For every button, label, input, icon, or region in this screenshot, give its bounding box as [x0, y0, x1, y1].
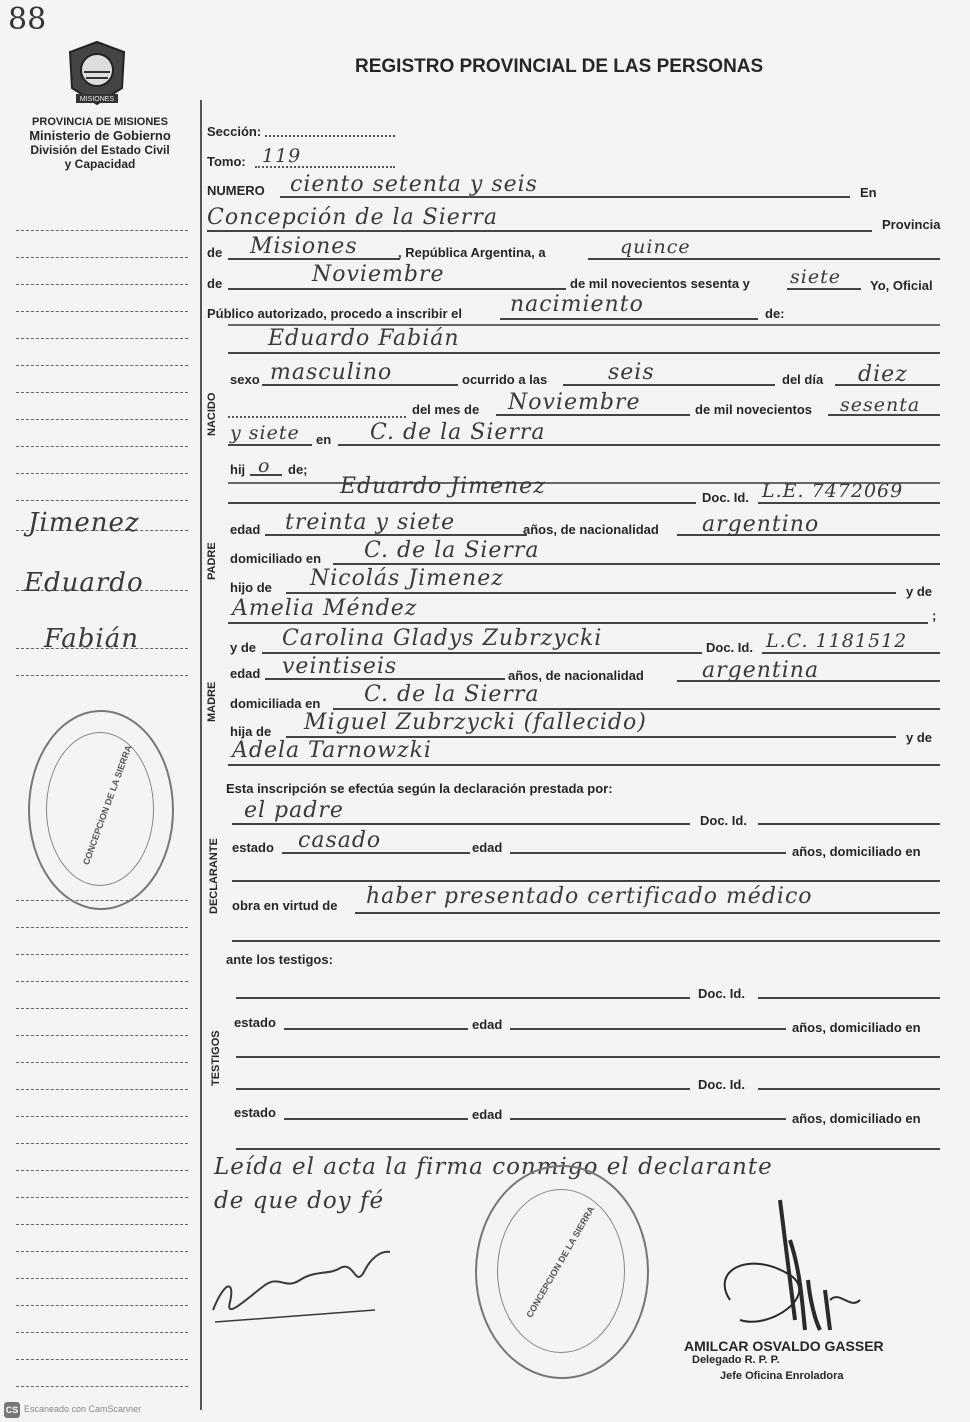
label-del-mes: del mes de: [412, 402, 480, 417]
label-y-de-madre-2: y de: [906, 730, 933, 745]
label-anos-dom-declarante: años, domiciliado en: [792, 844, 921, 859]
value-mes-nac: Noviembre: [508, 390, 641, 415]
camscanner-icon: CS: [4, 1402, 20, 1418]
office-line-4: y Capacidad: [64, 157, 136, 171]
value-hij-o: o: [258, 455, 271, 477]
section-label-declarante: DECLARANTE: [208, 838, 220, 914]
value-padre-edad: treinta y siete: [285, 510, 456, 535]
value-decl-obra: haber presentado certificado médico: [366, 884, 813, 909]
section-label-madre: MADRE: [206, 681, 218, 722]
emblem-label: MISIONES: [79, 96, 115, 103]
value-lugar: Concepción de la Sierra: [207, 205, 498, 230]
vertical-divider: [200, 100, 202, 1410]
value-madre-nombre: Carolina Gladys Zubrzycki: [282, 626, 603, 651]
margin-name-surname: Jimenez: [28, 508, 140, 538]
label-en: En: [860, 185, 877, 200]
official-line-2: Delegado R. P. P.: [692, 1354, 780, 1366]
label-provincia: Provincia: [882, 217, 941, 232]
label-anos-nac-madre: años, de nacionalidad: [508, 668, 644, 683]
value-padre-hijo-de: Nicolás Jimenez: [310, 566, 504, 591]
value-madre-hija-de: Miguel Zubrzycki (fallecido): [304, 710, 647, 735]
value-mes: Noviembre: [312, 262, 445, 287]
label-del-dia: del día: [782, 372, 824, 387]
seal-text-left: CONCEPCION DE LA SIERRA: [80, 743, 134, 867]
label-anos-dom-testigo-2: años, domiciliado en: [792, 1111, 921, 1126]
value-hora: seis: [608, 360, 655, 385]
value-sexo: masculino: [270, 360, 393, 385]
label-obra: obra en virtud de: [232, 898, 338, 913]
label-hij: hij: [230, 462, 246, 477]
label-ocurrido: ocurrido a las: [462, 372, 548, 387]
label-de: de: [207, 245, 223, 260]
label-edad-declarante: edad: [472, 840, 503, 855]
label-edad-testigo-1: edad: [472, 1017, 503, 1032]
margin-name-second: Fabián: [44, 624, 139, 654]
label-doc-id-testigo-1: Doc. Id.: [698, 986, 745, 1001]
label-republica: , República Argentina, a: [398, 245, 546, 260]
value-numero: ciento setenta y seis: [290, 172, 538, 197]
official-name: AMILCAR OSVALDO GASSER: [684, 1338, 884, 1354]
label-edad-madre: edad: [230, 666, 261, 681]
section-label-padre: PADRE: [206, 542, 218, 580]
value-madre-doc: L.C. 1181512: [766, 630, 908, 652]
label-y-de-madre: y de: [230, 640, 257, 655]
value-padre-nombre: Eduardo Jimenez: [340, 474, 546, 499]
province-emblem: [62, 38, 132, 110]
office-line-1: PROVINCIA DE MISIONES: [32, 116, 168, 128]
label-estado-declarante: estado: [232, 840, 274, 855]
value-madre-dom: C. de la Sierra: [364, 682, 540, 707]
label-y-de-padre: y de: [906, 584, 933, 599]
label-domiciliada-madre: domiciliada en: [230, 696, 321, 711]
value-tomo: 119: [262, 145, 302, 167]
label-de-2: de: [207, 276, 223, 291]
value-nombre: Eduardo Fabián: [268, 326, 460, 351]
value-anio-nac-1: sesenta: [840, 394, 921, 416]
office-line-3: División del Estado Civil: [30, 143, 170, 157]
label-seccion: Sección:: [207, 124, 262, 139]
label-doc-id-declarante: Doc. Id.: [700, 813, 747, 828]
value-padre-nac: argentino: [702, 512, 820, 537]
page-title: REGISTRO PROVINCIAL DE LAS PERSONAS: [355, 56, 764, 77]
official-seal-bottom: [475, 1165, 649, 1379]
seal-text-bottom: CONCEPCION DE LA SIERRA: [524, 1204, 597, 1320]
official-signature: [690, 1180, 870, 1340]
office-line-2: Ministerio de Gobierno: [29, 128, 171, 143]
value-anio: siete: [790, 266, 841, 288]
value-padre-dom: C. de la Sierra: [364, 538, 540, 563]
label-tomo: Tomo:: [207, 154, 246, 169]
label-doc-id-madre: Doc. Id.: [706, 640, 753, 655]
label-mil: de mil novecientos sesenta y: [570, 276, 750, 291]
value-acto: nacimiento: [510, 292, 644, 317]
value-declarante: el padre: [244, 798, 344, 823]
value-madre-nac: argentina: [702, 658, 820, 683]
value-dia: quince: [620, 236, 691, 258]
official-seal-left: [28, 710, 174, 910]
official-line-3: Jefe Oficina Enroladora: [720, 1370, 844, 1382]
label-semicolon: ;: [932, 608, 937, 623]
value-madre-madre: Adela Tarnowzki: [232, 738, 432, 763]
value-cierre-2: de que doy fé: [214, 1188, 385, 1214]
label-anos-dom-testigo-1: años, domiciliado en: [792, 1020, 921, 1035]
label-domiciliado-padre: domiciliado en: [230, 551, 322, 566]
page-number: 88: [8, 2, 47, 37]
label-hija-de: hija de: [230, 724, 272, 739]
office-header: [0, 116, 200, 171]
declarante-signature: [205, 1240, 405, 1330]
label-hijo-de: hijo de: [230, 580, 272, 595]
value-dia-nac: diez: [858, 362, 908, 387]
label-anos-nac-padre: años, de nacionalidad: [523, 522, 659, 537]
footer-scan-note: Escaneado con CamScanner: [24, 1404, 142, 1414]
label-ante-testigos: ante los testigos:: [226, 952, 333, 967]
label-estado-testigo-2: estado: [234, 1105, 276, 1120]
value-lugar-nac: C. de la Sierra: [370, 420, 546, 445]
label-edad-testigo-2: edad: [472, 1107, 503, 1122]
label-doc-id-padre: Doc. Id.: [702, 490, 749, 505]
label-de-3: de:: [765, 306, 785, 321]
label-de-4: de;: [288, 462, 308, 477]
label-sexo: sexo: [230, 372, 260, 387]
value-padre-doc: L.E. 7472069: [762, 480, 904, 502]
label-yo-oficial: Yo, Oficial: [870, 278, 933, 293]
value-decl-estado: casado: [298, 828, 382, 853]
label-esta-inscripcion: Esta inscripción se efectúa según la declaración prestada por:: [226, 781, 613, 796]
margin-name-first: Eduardo: [24, 568, 144, 598]
label-edad-padre: edad: [230, 522, 261, 537]
label-numero: NUMERO: [207, 183, 265, 198]
value-madre-edad: veintiseis: [282, 654, 398, 679]
label-mil-2: de mil novecientos: [695, 402, 813, 417]
label-estado-testigo-1: estado: [234, 1015, 276, 1030]
value-provincia: Misiones: [250, 234, 358, 259]
value-padre-madre: Amelia Méndez: [232, 596, 418, 621]
section-label-nacido: NACIDO: [206, 392, 218, 436]
value-anio-nac-2: y siete: [230, 422, 300, 444]
section-label-testigos: TESTIGOS: [210, 1030, 222, 1086]
value-cierre-1: Leída el acta la firma conmigo el declarante: [214, 1154, 773, 1180]
label-doc-id-testigo-2: Doc. Id.: [698, 1077, 745, 1092]
label-publico: Público autorizado, procedo a inscribir el: [207, 306, 462, 321]
label-en-2: en: [316, 432, 332, 447]
